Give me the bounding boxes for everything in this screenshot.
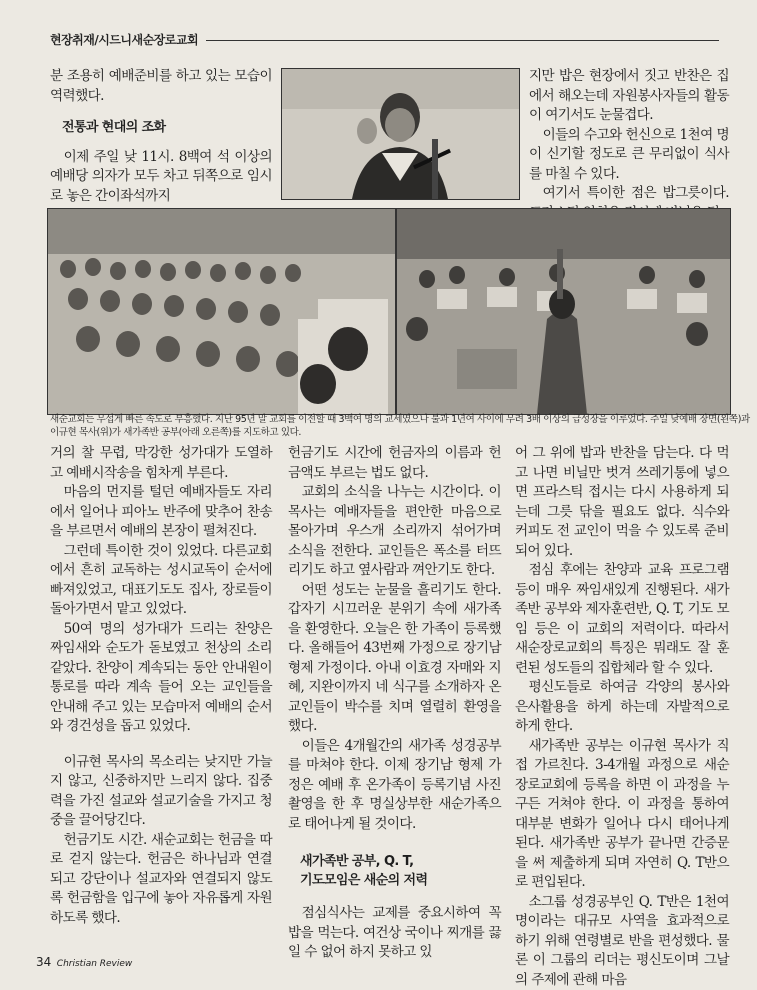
paragraph: 교회의 소식을 나누는 시간이다. 이 목사는 예배자들을 편안한 마음으로 몰아가며 우스개 소리까지 섞어가며 소식을 전한다. 교인들은 폭소를 터뜨리기도 하고 옆사람과 껴안기도 한다.	[288, 483, 501, 581]
class-photo	[396, 208, 731, 415]
paragraph: 마음의 먼지를 털던 예배자들도 자리에서 일어나 피아노 반주에 맞추어 찬송을 부르면서 예배의 본장이 펼쳐진다.	[50, 483, 272, 542]
paragraph: 이규현 목사의 목소리는 낮지만 가늘지 않고, 신중하지만 느리지 않다. 집중력을 가진 설교와 설교기술을 가지고 청중을 끌어당긴다.	[50, 753, 272, 831]
paragraph: 이들의 수고와 헌신으로 1천여 명이 신기할 정도로 큰 무리없이 식사를 마칠 수 있다.	[529, 126, 729, 185]
photo-caption: 새순교회는 무섭게 빠른 속도로 부흥했다. 지난 95년 말 교회를 이전할 때 3백여 명의 교세였으나 불과 1년여 사이에 무려 3배 이상의 급성장을 이루었다. 주일 낮예배 장면(왼쪽)과 이규현 목사(위)가 새가족반 공부(아래 오른쪽)를 지도하고 있다.	[50, 414, 750, 439]
paragraph: 점심 후에는 찬양과 교육 프로그램 등이 매우 짜임새있게 진행된다. 새가족반 공부와 제자훈련반, Q. T, 기도 모임 등은 이 교회의 저력이다. 따라서 새순장로교회의 특징은 뭐래도 잘 훈련된 성도들의 집합체라 할 수 있다.	[515, 561, 729, 678]
subheading	[300, 852, 501, 890]
page-number: 34	[36, 955, 51, 969]
paragraph: 이들은 4개월간의 새가족 성경공부를 마쳐야 한다. 이제 장기남 형제 가정은 예배 후 온가족이 등록기념 사진촬영을 한 후 명실상부한 새순가족으로 태어나게 될 것이다.	[288, 737, 501, 835]
column-top-left	[50, 67, 272, 206]
pastor-photo	[281, 68, 520, 200]
paragraph: 지만 밥은 현장에서 짓고 반찬은 집에서 해오는데 자원봉사자들의 활동이 여기서도 눈물겹다.	[529, 67, 729, 126]
paragraph: 소그룹 성경공부인 Q. T반은 1천여 명이라는 대규모 사역을 효과적으로 하기 위해 연령별로 반을 편성했다. 물론 이 그룹의 리더는 평신도이며 그날의 주제에 관해 마음	[515, 893, 729, 990]
header-rule	[206, 40, 719, 41]
paragraph: 어 그 위에 밥과 반찬을 담는다. 다 먹고 나면 비닐만 벗겨 쓰레기통에 넣으면 프라스틱 접시는 다시 사용하게 되는데 그릇 닦을 필요도 없다. 식수와 커피도 전 교인이 먹을 수 있도록 준비되어 있다.	[515, 444, 729, 561]
paragraph: 거의 찰 무렵, 막강한 성가대가 도열하고 예배시작송을 힘차게 부른다.	[50, 444, 272, 483]
section-header: 현장취재/시드니새순장로교회	[50, 31, 198, 48]
page-footer	[36, 955, 132, 969]
congregation-photo	[47, 208, 396, 415]
column-2	[288, 444, 501, 963]
column-1	[50, 444, 272, 928]
paragraph: 50여 명의 성가대가 드리는 찬양은 짜임새와 순도가 돋보였고 천상의 소리같았다. 찬양이 계속되는 동안 안내원이 통로를 따라 계속 들어 오는 교인들을 안내해 주고 있는 모습마저 예배의 순서와 경건성을 돕고 있었다.	[50, 620, 272, 737]
paragraph: 여기서 특이한 점은 밥그릇이다.	[529, 184, 729, 223]
paragraph: 어떤 성도는 눈물을 흘리기도 한다. 갑자기 시끄러운 분위기 속에 새가족을 환영한다. 오늘은 한 가족이 등록했다. 올해들어 43번째 가정으로 장기남 형제 가정이다. 아내 이효경 자매와 지혜, 지완이까지 네 식구를 소개하자 온 교인들이 박수를 치며 열렬히 환영을 했다.	[288, 581, 501, 737]
paragraph: 점심식사는 교제를 중요시하여 꼭 밥을 먹는다. 여건상 국이나 찌개를 끓일 수 없어 하지 못하고 있	[288, 904, 501, 963]
subheading-line: 새가족반 공부, Q. T,	[300, 852, 501, 871]
paragraph: 이제 주일 낮 11시. 8백여 석 이상의 예배당 의자가 모두 차고 뒤쪽으로 임시로 놓은 간이좌석까지	[50, 148, 272, 207]
paragraph: 헌금기도 시간. 새순교회는 헌금을 따로 걷지 않는다. 헌금은 하나님과 연결되고 강단이나 설교자와 연결되지 않도록 헌금함을 입구에 놓아 자유롭게 자원하도록 했다.	[50, 831, 272, 929]
paragraph: 헌금기도 시간에 헌금자의 이름과 헌금액도 부르는 법도 없다.	[288, 444, 501, 483]
subheading-line: 기도모임은 새순의 저력	[300, 871, 501, 890]
column-top-right	[529, 67, 729, 223]
paragraph: 평신도들로 하여금 각양의 봉사와 은사활용을 하게 하는데 자발적으로 하게 한다.	[515, 678, 729, 737]
magazine-name: Christian Review	[57, 959, 133, 969]
subheading: 전통과 현대의 조화	[62, 118, 272, 138]
paragraph: 그런데 특이한 것이 있었다. 다른교회에서 흔히 교독하는 성시교독이 순서에 빠져있었고, 대표기도도 집사, 장로들이 돌아가면서 맡고 있었다.	[50, 542, 272, 620]
paragraph: 새가족반 공부는 이규현 목사가 직접 가르친다. 3-4개월 과정으로 새순장로교회에 등록을 하면 이 과정을 누구든 거쳐야 한다. 이 과정을 통하여 대부분 변화가 일어나 다시 태어나게 된다. 새가족반 공부가 끝나면 간증문을 써 제출하게 되며 자연히 Q. T반으로 편입된다.	[515, 737, 729, 893]
column-3	[515, 444, 729, 990]
paragraph: 분 조용히 예배준비를 하고 있는 모습이 역력했다.	[50, 67, 272, 106]
